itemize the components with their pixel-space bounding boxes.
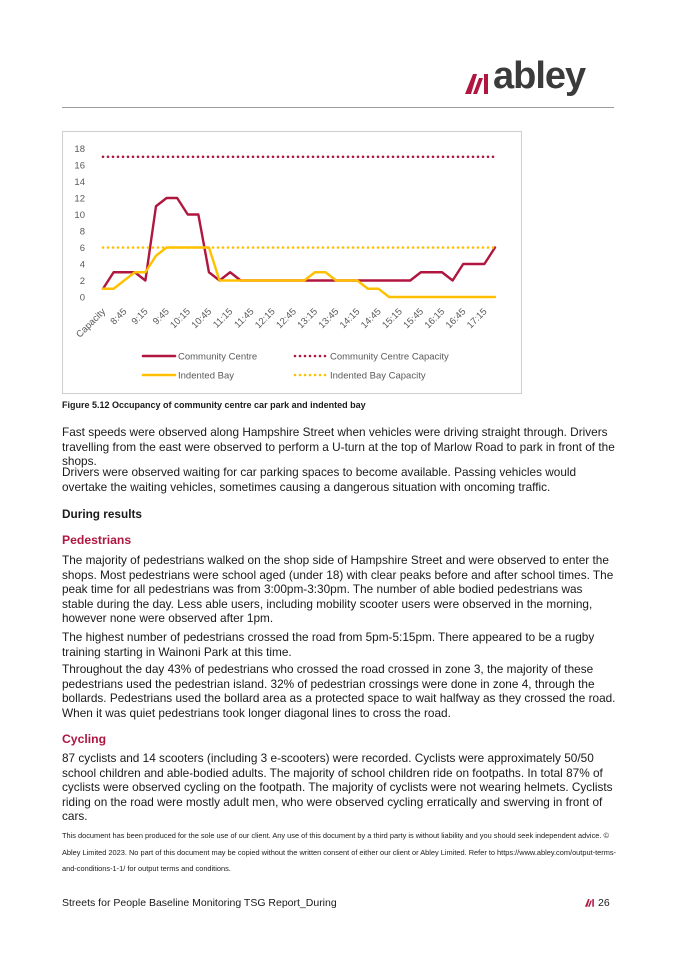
x-tick-label: 15:15 [380, 306, 405, 331]
series-line [103, 198, 495, 289]
abley-wordmark: abley [493, 55, 586, 97]
y-tick-label: 8 [79, 226, 85, 238]
x-tick-label: 12:45 [274, 306, 299, 331]
x-tick-label: 8:45 [108, 306, 130, 328]
abley-footer-mark-icon [585, 898, 595, 907]
figure-caption: Figure 5.12 Occupancy of community centre car park and indented bay [62, 400, 366, 410]
x-tick-label: 16:45 [443, 306, 469, 331]
x-tick-label: 15:45 [401, 306, 426, 331]
section-heading-during-results: During results [62, 507, 142, 521]
x-tick-label: 17:15 [464, 306, 490, 331]
x-tick-label: 14:15 [337, 306, 363, 331]
x-tick-label: 13:45 [316, 306, 342, 331]
body-paragraph-pedestrians: The majority of pedestrians walked on the shop side of Hampshire Street and were observed to enter the shops. Most pedestrians were school aged (under 18) with clear peaks before and after school times. The peak time for all pedestrians was from 3:00pm-3:30pm. The number of able bodied pedestrians was stable during the day. Less able users, including mobility scooter users were observed in the morning, however none were observed after 1pm. [62, 553, 614, 626]
body-paragraph-speeds: Fast speeds were observed along Hampshire Street when vehicles were driving straight through. Drivers travelling from the east were observed to perform a U-turn at the top of Marlow Road to park in front of the shops. [62, 425, 615, 469]
legend-label: Indented Bay [178, 370, 234, 382]
x-tick-label: 14:45 [358, 306, 384, 331]
body-paragraph-cycling: 87 cyclists and 14 scooters (including 3 e-scooters) were recorded. Cyclists were approximately 50/50 school children and able-bodied adults. The majority of school children ride on footpaths. In total 87% of cyclists were observed cycling on the footpath. The majority of cyclists were not wearing helmets. Cyclists riding on the road were mostly adult men, who were observed cycling erratically and swerving in front of cars. [62, 751, 613, 824]
x-tick-label: 13:15 [295, 306, 321, 331]
footer-page [585, 897, 610, 909]
body-paragraph-crossing-zones: Throughout the day 43% of pedestrians who crossed the road crossed in zone 3, the majority of these pedestrians used the pedestrian island. 32% of pedestrian crossings were done in zone 4, through the bollards. Pedestrians used the bollard area as a protected space to wait halfway as they crossed the road. When it was quiet pedestrians took longer diagonal lines to cross the road. [62, 662, 616, 720]
body-paragraph-peak-crossing: The highest number of pedestrians crossed the road from 5pm-5:15pm. There appeared to be a rugby training starting in Wainoni Park at this time. [62, 630, 595, 659]
subheading-pedestrians: Pedestrians [62, 533, 132, 547]
x-tick-label: 11:45 [232, 306, 257, 331]
x-tick-label: 12:15 [253, 306, 278, 331]
x-tick-label: Capacity [74, 306, 109, 341]
y-tick-label: 2 [79, 276, 85, 287]
page-number: 26 [598, 897, 610, 909]
x-tick-label: 11:15 [211, 306, 236, 331]
y-tick-label: 12 [74, 193, 85, 205]
y-tick-label: 4 [79, 259, 85, 271]
abley-logo-mark-icon [465, 72, 491, 94]
y-tick-label: 0 [79, 292, 85, 304]
y-tick-label: 14 [74, 177, 85, 188]
occupancy-chart-svg [63, 132, 521, 393]
header-divider [62, 107, 614, 108]
legend-label: Community Centre [178, 351, 258, 363]
y-tick-label: 6 [79, 243, 85, 254]
x-tick-label: 9:45 [150, 306, 172, 328]
abley-logo [465, 55, 610, 100]
body-paragraph-waiting: Drivers were observed waiting for car parking spaces to become available. Passing vehicles would overtake the waiting vehicles, sometimes causing a dangerous situation with oncoming traffic. [62, 465, 577, 494]
footer-document-title: Streets for People Baseline Monitoring TSG Report_During [62, 897, 337, 909]
subheading-cycling: Cycling [62, 732, 107, 746]
occupancy-chart [62, 131, 522, 394]
legend-label: Community Centre Capacity [330, 351, 449, 363]
x-tick-label: 10:15 [168, 306, 193, 331]
y-tick-label: 10 [74, 210, 85, 221]
legend-label: Indented Bay Capacity [330, 370, 426, 382]
y-tick-label: 16 [74, 160, 85, 172]
x-tick-label: 10:45 [189, 306, 215, 331]
disclaimer-note: This document has been produced for the sole use of our client. Any use of this document by a third party is without liability and you should seek independent advice. © Abley Limited 2023. No part of this document may be copied without the written consent of either our client or Abley Limited. Refer to https://www.abley.com/output-terms-and-conditions-1-1/ for output terms and conditions. [62, 831, 617, 873]
y-tick-label: 18 [74, 144, 85, 155]
x-tick-label: 9:15 [129, 306, 151, 328]
x-tick-label: 16:15 [422, 306, 448, 331]
